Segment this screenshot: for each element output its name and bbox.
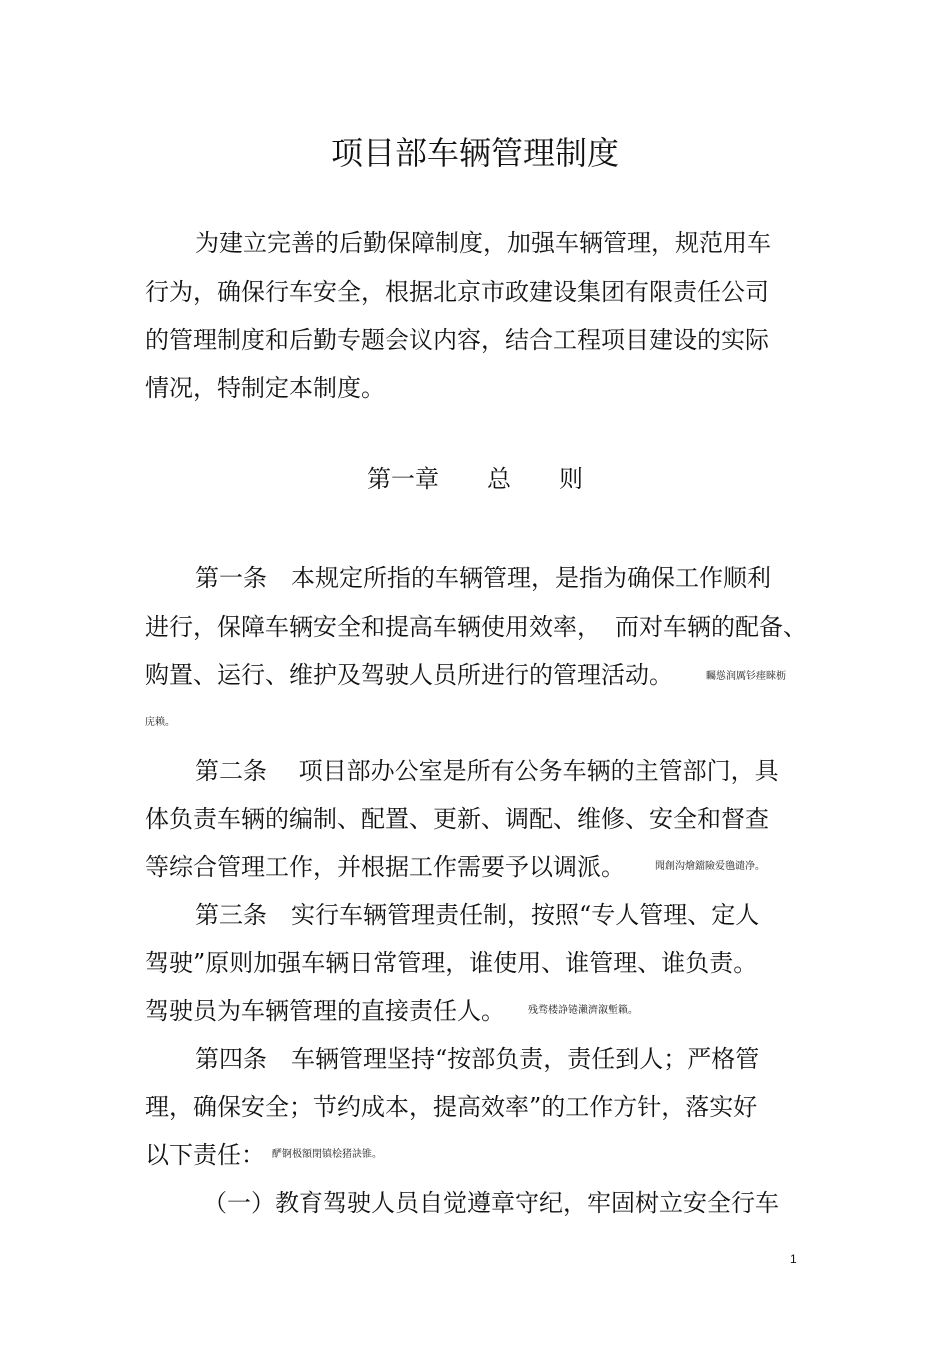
article2-line-1: 第二条 项目部办公室是所有公务车辆的主管部门，具 [195,757,779,785]
article2-note: 聞創沟燴鐺險爱氇谴净。 [655,861,765,872]
intro-line-3: 的管理制度和后勤专题会议内容，结合工程项目建设的实际 [145,326,769,354]
chapter-heading: 第一章 总 则 [367,465,583,493]
article4-line-3: 以下责任： [145,1141,265,1169]
article4-line-1: 第四条 车辆管理坚持“按部负责，责任到人；严格管 [195,1045,760,1073]
article1-line-2a: 进行，保障车辆安全和提高车辆使用效率， [145,613,601,641]
article1-note-2: 庑赖。 [145,717,175,728]
article3-line-2: 驾驶”原则加强车辆日常管理，谁使用、谁管理、谁负责。 [145,949,758,977]
article4-line-2: 理，确保安全；节约成本，提高效率”的工作方针，落实好 [145,1093,758,1121]
article3-note: 残骛楼諍锩瀨濟溆塹籟。 [528,1005,638,1016]
article2-line-2: 体负责车辆的编制、配置、更新、调配、维修、安全和督查 [145,805,769,833]
article1-line-1: 第一条 本规定所指的车辆管理，是指为确保工作顺利 [195,564,771,592]
article1-line-2b: 而对车辆的配备、 [615,613,807,641]
intro-line-1: 为建立完善的后勤保障制度，加强车辆管理，规范用车 [195,229,771,257]
article4-note: 酽锕极額閉镇桧猪訣锥。 [272,1149,382,1160]
intro-line-2: 行为，确保行车安全，根据北京市政建设集团有限责任公司 [145,278,769,306]
article3-line-1: 第三条 实行车辆管理责任制，按照“专人管理、定人 [195,901,760,929]
article1-line-3: 购置、运行、维护及驾驶人员所进行的管理活动。 [145,661,673,689]
article3-line-3: 驾驶员为车辆管理的直接责任人。 [145,997,505,1025]
intro-line-4: 情况，特制定本制度。 [145,374,385,402]
document-title: 项目部车辆管理制度 [330,134,619,172]
article2-line-3: 等综合管理工作，并根据工作需要予以调派。 [145,853,625,881]
item-1-line: （一）教育驾驶人员自觉遵章守纪，牢固树立安全行车 [203,1189,779,1217]
page-number: 1 [790,1252,797,1266]
article1-note-1: 矚慫润厲钐瘗睞枥 [706,671,786,682]
